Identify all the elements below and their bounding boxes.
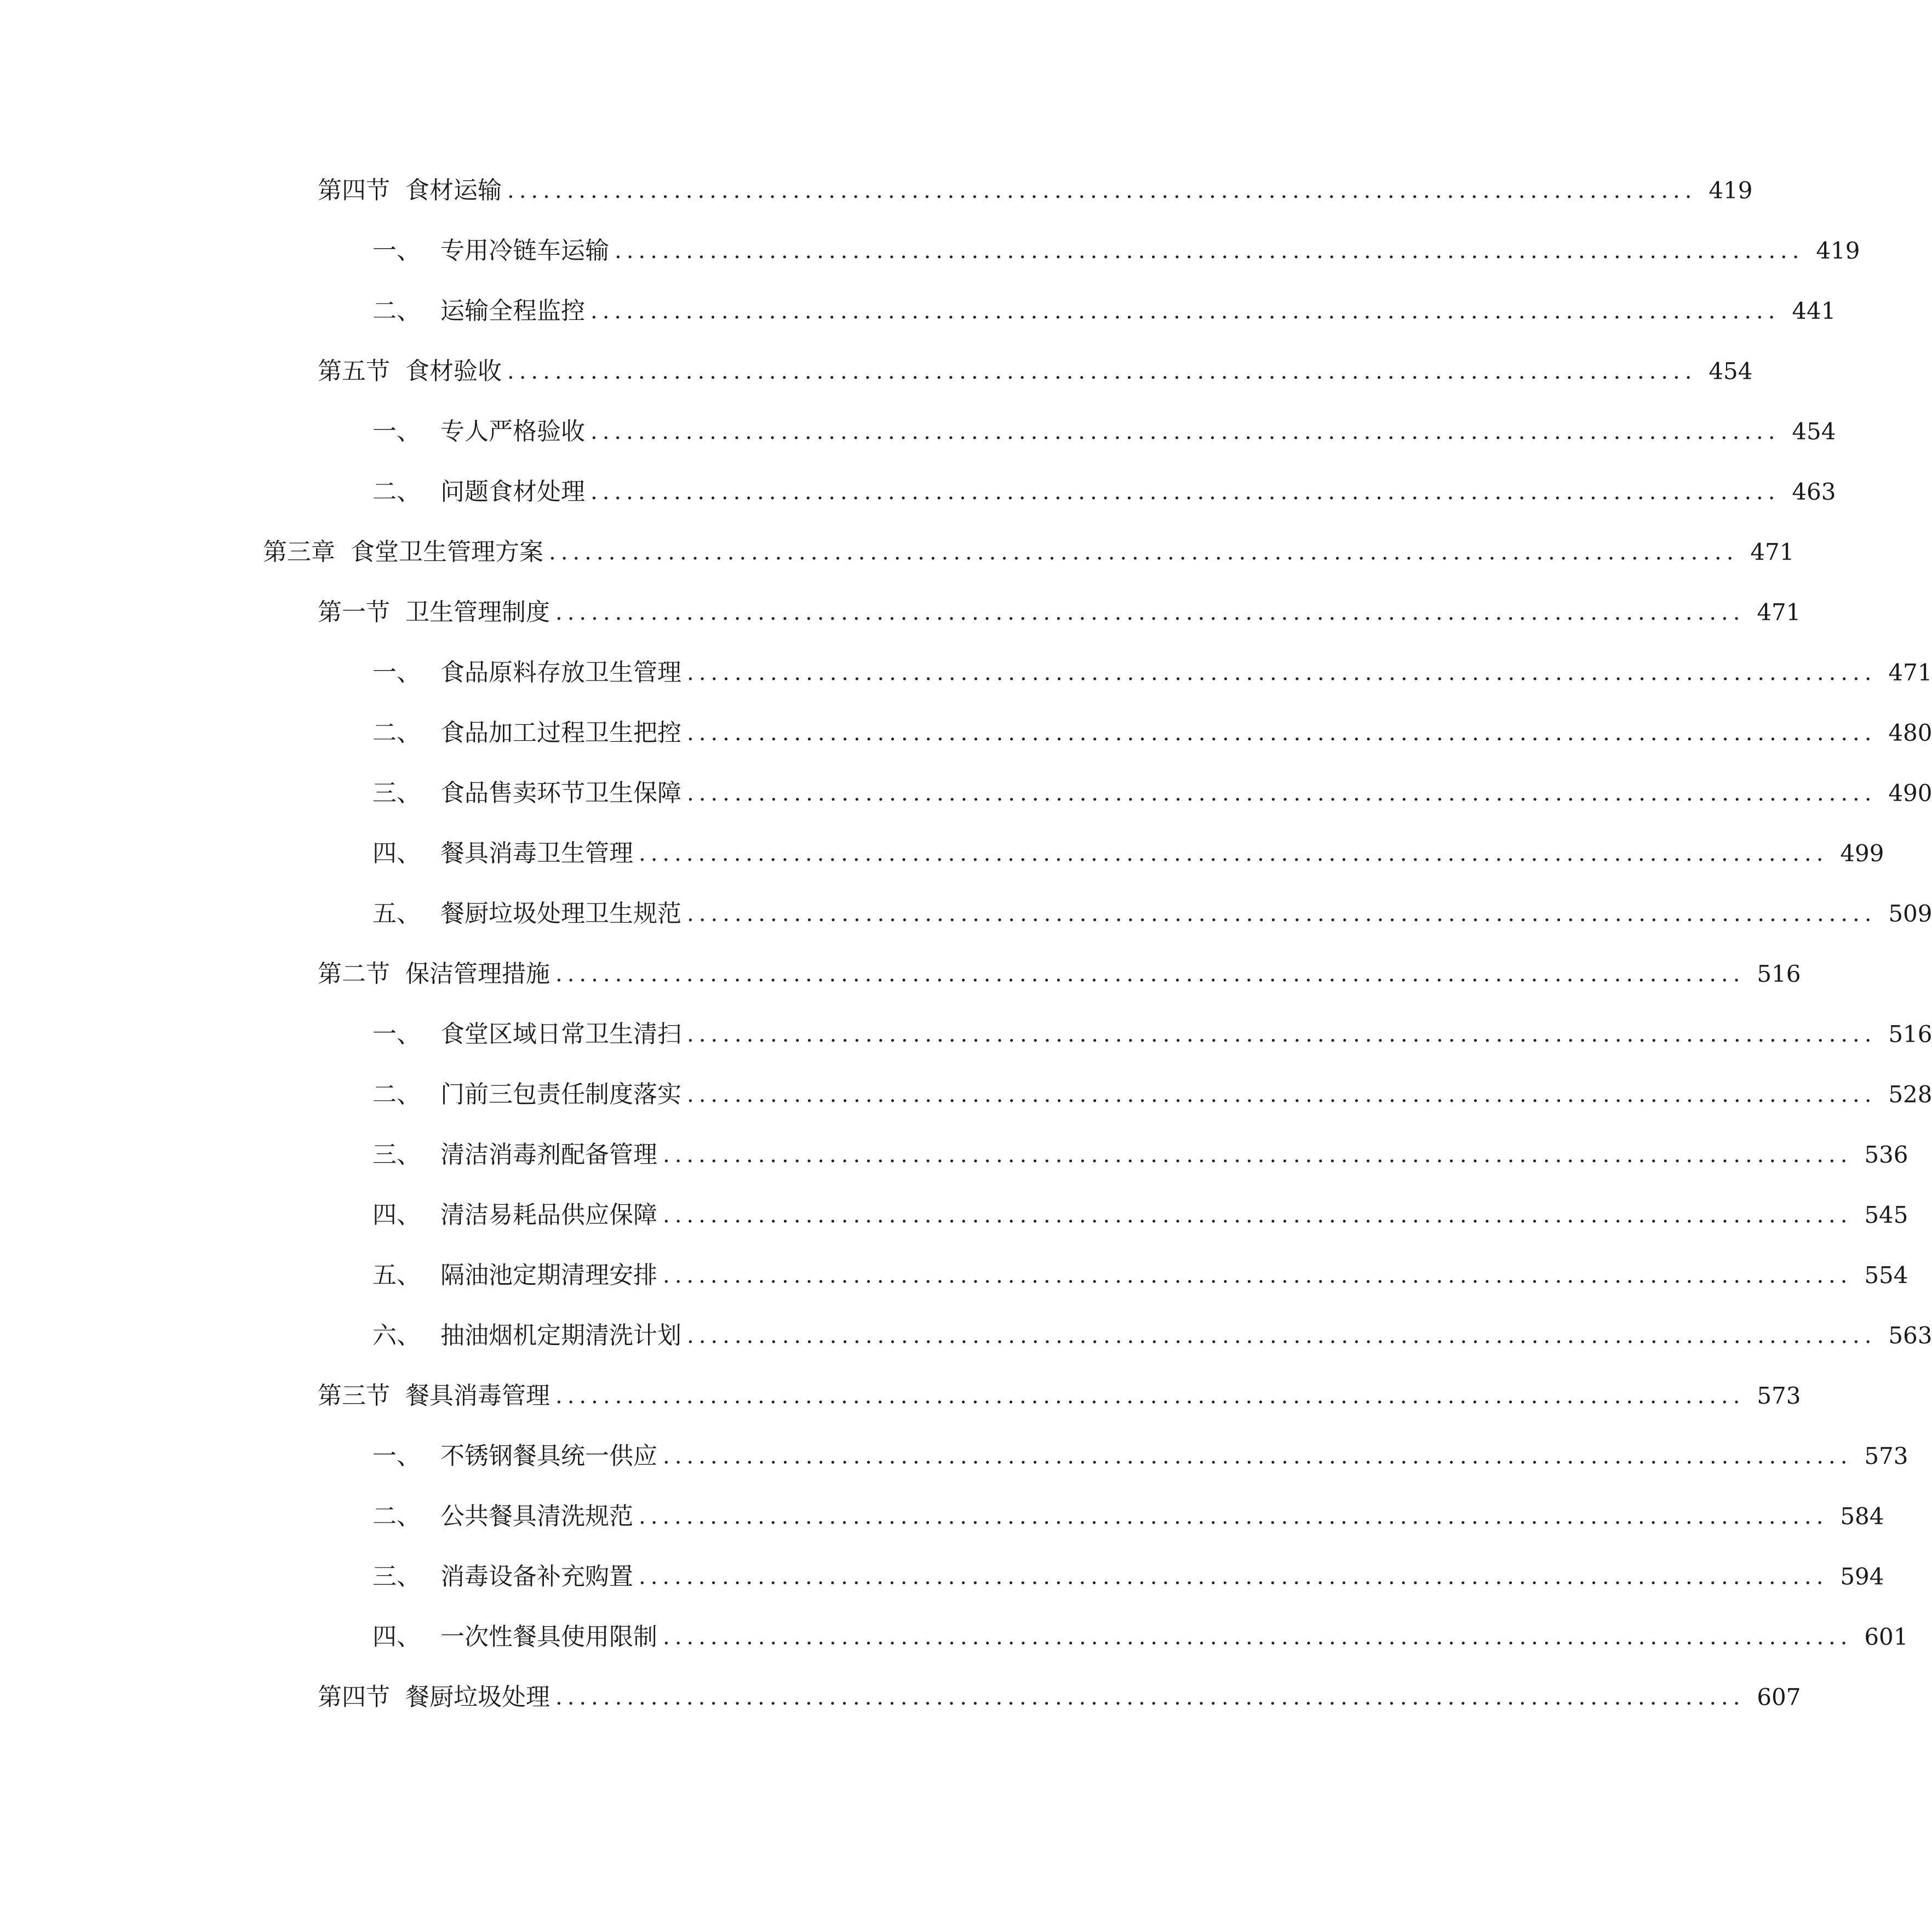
toc-entry-number: 三、 <box>372 1141 421 1169</box>
toc-entry-page: 441 <box>1792 298 1836 324</box>
toc-entry-number: 二、 <box>372 297 421 325</box>
toc-entry-title: 公共餐具清洗规范 <box>440 1502 633 1530</box>
toc-entry-page: 573 <box>1864 1443 1908 1469</box>
dot-leader: .................................................................................................... <box>687 781 1877 806</box>
toc-entry-number: 二、 <box>372 1502 421 1530</box>
dot-leader: .................................................................................................... <box>639 1504 1828 1529</box>
dot-leader: .................................................................................................... <box>663 1444 1853 1469</box>
toc-entry[interactable] <box>372 1555 1884 1599</box>
toc-entry-title: 食堂区域日常卫生清扫 <box>440 1020 681 1048</box>
toc-entry[interactable] <box>318 952 1801 996</box>
toc-entry[interactable] <box>372 651 1932 695</box>
toc-entry-number: 第四节 <box>318 176 390 204</box>
toc-entry-number: 一、 <box>372 1020 421 1048</box>
toc-entry-page: 563 <box>1888 1322 1932 1349</box>
dot-leader: .................................................................................................... <box>663 1263 1853 1288</box>
dot-leader: .................................................................................................... <box>507 359 1697 384</box>
dot-leader: .................................................................................................... <box>687 660 1877 685</box>
toc-entry-title: 餐厨垃圾处理 <box>405 1683 550 1711</box>
toc-entry[interactable] <box>372 1434 1908 1478</box>
toc-entry-page: 601 <box>1864 1623 1908 1650</box>
toc-entry-number: 一、 <box>372 417 421 445</box>
toc-entry-title: 门前三包责任制度落实 <box>440 1080 681 1108</box>
toc-entry-title: 餐具消毒管理 <box>405 1382 550 1410</box>
toc-entry-page: 480 <box>1888 719 1932 746</box>
dot-leader: .................................................................................................... <box>555 1685 1745 1710</box>
toc-entry[interactable] <box>372 711 1932 755</box>
dot-leader: .................................................................................................... <box>591 299 1780 324</box>
dot-leader: .................................................................................................... <box>591 479 1780 505</box>
toc-entry-number: 四、 <box>372 1201 421 1229</box>
toc-entry-title: 保洁管理措施 <box>405 960 550 988</box>
toc-entry-number: 第一节 <box>318 598 390 626</box>
toc-entry[interactable] <box>372 1254 1908 1297</box>
toc-entry-page: 471 <box>1888 659 1932 686</box>
toc-entry-page: 573 <box>1757 1382 1801 1409</box>
dot-leader: .................................................................................................... <box>591 419 1780 444</box>
toc-entry-page: 594 <box>1840 1563 1884 1590</box>
toc-entry-page: 509 <box>1888 900 1932 927</box>
toc-entry-title: 食堂卫生管理方案 <box>351 538 543 566</box>
toc-entry-number: 第四节 <box>318 1683 390 1711</box>
dot-leader: .................................................................................................... <box>555 600 1745 625</box>
toc-entry-number: 五、 <box>372 1261 421 1289</box>
toc-entry-title: 清洁易耗品供应保障 <box>440 1201 657 1229</box>
dot-leader: .................................................................................................... <box>507 178 1697 203</box>
toc-entry-number: 四、 <box>372 839 421 867</box>
toc-entry-title: 不锈钢餐具统一供应 <box>440 1442 657 1470</box>
toc-entry[interactable] <box>318 1374 1801 1418</box>
toc-entry-page: 516 <box>1757 960 1801 987</box>
toc-entry[interactable] <box>372 771 1932 815</box>
toc-entry[interactable] <box>372 832 1884 876</box>
toc-entry-number: 一、 <box>372 1442 421 1470</box>
toc-entry-number: 二、 <box>372 1080 421 1108</box>
toc-entry[interactable] <box>372 1073 1932 1117</box>
toc-entry-number: 二、 <box>372 719 421 747</box>
toc-entry-number: 四、 <box>372 1623 421 1651</box>
toc-entry-page: 471 <box>1757 599 1801 626</box>
toc-entry-title: 专用冷链车运输 <box>440 237 609 265</box>
toc-entry-number: 三、 <box>372 1563 421 1591</box>
toc-entry-number: 五、 <box>372 900 421 928</box>
dot-leader: .................................................................................................... <box>549 540 1739 565</box>
dot-leader: .................................................................................................... <box>615 238 1804 264</box>
toc-entry[interactable] <box>372 1314 1932 1358</box>
toc-entry-page: 454 <box>1709 358 1753 385</box>
dot-leader: .................................................................................................... <box>687 720 1877 746</box>
toc-entry-title: 问题食材处理 <box>440 478 585 506</box>
toc-entry-title: 食品原料存放卫生管理 <box>440 659 681 687</box>
toc-entry-page: 536 <box>1864 1141 1908 1168</box>
toc-entry[interactable] <box>372 1495 1884 1538</box>
toc-entry-title: 卫生管理制度 <box>405 598 550 626</box>
toc-entry-number: 第五节 <box>318 357 390 385</box>
toc-entry-title: 食材验收 <box>405 357 502 385</box>
toc-entry[interactable] <box>372 1193 1908 1237</box>
toc-entry-title: 餐具消毒卫生管理 <box>440 839 633 867</box>
toc-entry[interactable] <box>372 1013 1932 1056</box>
toc-entry-page: 419 <box>1816 237 1860 264</box>
toc-entry-page: 463 <box>1792 478 1836 505</box>
toc-entry-title: 专人严格验收 <box>440 417 585 445</box>
toc-entry-title: 食品售卖环节卫生保障 <box>440 779 681 807</box>
dot-leader: .................................................................................................... <box>663 1624 1853 1650</box>
toc-entry-title: 抽油烟机定期清洗计划 <box>440 1322 681 1349</box>
toc-entry[interactable] <box>372 229 1860 273</box>
dot-leader: .................................................................................................... <box>687 1082 1877 1107</box>
toc-entry-page: 471 <box>1750 539 1795 565</box>
toc-entry-number: 六、 <box>372 1322 421 1349</box>
toc-entry-number: 第三章 <box>263 538 335 566</box>
toc-entry-title: 清洁消毒剂配备管理 <box>440 1141 657 1169</box>
toc-entry-title: 食材运输 <box>405 176 502 204</box>
toc-entry-page: 419 <box>1709 177 1753 204</box>
dot-leader: .................................................................................................... <box>663 1142 1853 1168</box>
toc-entry-number: 一、 <box>372 659 421 687</box>
toc-entry-number: 二、 <box>372 478 421 506</box>
toc-entry-number: 第二节 <box>318 960 390 988</box>
toc-entry-title: 一次性餐具使用限制 <box>440 1623 657 1651</box>
toc-entry[interactable] <box>318 1675 1801 1719</box>
dot-leader: .................................................................................................... <box>555 1383 1745 1409</box>
toc-entry[interactable] <box>372 1133 1908 1177</box>
dot-leader: .................................................................................................... <box>663 1203 1853 1228</box>
toc-entry-title: 消毒设备补充购置 <box>440 1563 633 1591</box>
toc-entry-title: 隔油池定期清理安排 <box>440 1261 657 1289</box>
toc-entry-title: 餐厨垃圾处理卫生规范 <box>440 900 681 928</box>
dot-leader: .................................................................................................... <box>555 962 1745 987</box>
toc-entry-number: 第三节 <box>318 1382 390 1410</box>
dot-leader: .................................................................................................... <box>687 901 1877 926</box>
toc-entry[interactable] <box>372 470 1836 514</box>
toc-entry-page: 454 <box>1792 418 1836 445</box>
toc-entry-page: 554 <box>1864 1262 1908 1289</box>
dot-leader: .................................................................................................... <box>639 1564 1828 1589</box>
toc-entry-number: 一、 <box>372 237 421 265</box>
toc-entry-page: 584 <box>1840 1503 1884 1530</box>
toc-entry-page: 607 <box>1757 1684 1801 1711</box>
toc-entry-page: 490 <box>1888 780 1932 806</box>
dot-leader: .................................................................................................... <box>687 1022 1877 1047</box>
toc-entry[interactable] <box>318 591 1801 634</box>
toc-entry[interactable] <box>318 350 1753 393</box>
toc-entry-title: 食品加工过程卫生把控 <box>440 719 681 747</box>
toc-entry-page: 545 <box>1864 1202 1908 1228</box>
toc-entry[interactable] <box>372 289 1836 333</box>
toc-entry[interactable] <box>372 410 1836 454</box>
toc-entry[interactable] <box>372 1615 1908 1659</box>
toc-entry-page: 528 <box>1888 1081 1932 1108</box>
toc-entry-page: 516 <box>1888 1021 1932 1048</box>
dot-leader: .................................................................................................... <box>639 841 1828 866</box>
dot-leader: .................................................................................................... <box>687 1323 1877 1348</box>
toc-entry-page: 499 <box>1840 840 1884 867</box>
toc-entry[interactable] <box>372 892 1932 936</box>
toc-entry-number: 三、 <box>372 779 421 807</box>
toc-entry[interactable] <box>318 169 1753 213</box>
toc-entry[interactable] <box>263 530 1795 574</box>
toc-entry-title: 运输全程监控 <box>440 297 585 325</box>
